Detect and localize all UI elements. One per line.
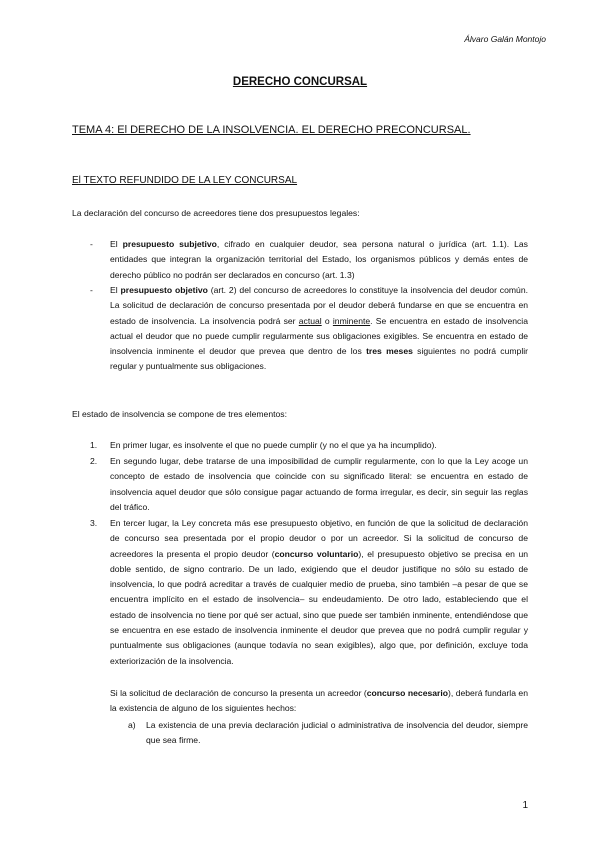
numbered-item-continuation: Si la solicitud de declaración de concurso la presenta un acreedor (concurso necesario), deberá fundarla en la existencia de alguno de los siguientes hechos:: [110, 688, 528, 714]
bold-term: presupuesto subjetivo: [122, 239, 217, 249]
subitem-marker: a): [128, 720, 136, 730]
bullet-marker: -: [90, 285, 93, 295]
page-number: 1: [522, 800, 528, 811]
bold-term: presupuesto objetivo: [120, 285, 208, 295]
section-heading: El TEXTO REFUNDIDO DE LA LEY CONCURSAL: [72, 175, 298, 186]
bold-term: concurso necesario: [366, 688, 449, 698]
elements-intro: El estado de insolvencia se compone de tres elementos:: [72, 409, 287, 419]
bold-term: tres meses: [366, 346, 413, 357]
underlined-term: actual: [298, 315, 322, 326]
author-header: Álvaro Galán Montojo: [464, 34, 546, 44]
numbered-item: En primer lugar, es insolvente el que no puede cumplir (y no el que ya ha incumplido).: [110, 440, 437, 450]
numbered-item: En tercer lugar, la Ley concreta más ese presupuesto objetivo, en función de que la solicitud de declaración de concurso sea presentada por el propio deudor o por un acreedor. Si la solicitud de concurso de acreedores la presenta el propio deudor (concurso voluntario), el presupuesto objetivo se precisa en un doble sentido, de signo contrario. De un lado, exigiendo que el deudor justifique no sólo su estado de insolvencia, lo que podrá acreditar a través de cualquier medio de prueba, sino también –a pesar de que se encuentra implícito en el estado de insolvencia– su endeudamiento. De otro lado, estableciendo que el estado de insolvencia no tiene por qué ser actual, sino que puede ser también inminente, entendiéndose que se encuentra en ese estado de insolvencia inminente el deudor que prevea que no podrá cumplir regular y puntualmente sus obligaciones (aunque todavía no sean exigibles), algo que, por definición, excluye toda exteriorización de la insolvencia.: [110, 518, 529, 666]
bullet-item-objective: El presupuesto objetivo (art. 2) del concurso de acreedores lo constituye la insolvencia del deudor común. La solicitud de declaración de concurso presentada por el deudor deberá fundarse en que se encuentra en estado de insolvencia. La insolvencia podrá ser actual o inminente. Se encuentra en estado de insolvencia actual el deudor que no puede cumplir regularmente sus obligaciones exigibles. Se encuentra en estado de insolvencia inminente el deudor que prevea que dentro de los tres meses siguientes no podrá cumplir regular y puntualmente sus obligaciones.: [110, 285, 529, 372]
underlined-term: inminente: [332, 315, 371, 326]
bold-term: concurso voluntario: [274, 548, 359, 559]
subitem: La existencia de una previa declaración judicial o administrativa de insolvencia del deudor, siempre que sea firme.: [146, 720, 528, 746]
bullet-marker: -: [90, 239, 93, 249]
bullet-item-subjective: El presupuesto subjetivo, cifrado en cualquier deudor, sea persona natural o jurídica (art. 1.1). Las entidades que integran la organización territorial del Estado, los organismos públicos y demás entes de derecho público no podrán ser declarados en concurso (art. 1.3): [110, 239, 528, 280]
numbered-item: En segundo lugar, debe tratarse de una imposibilidad de cumplir regularmente, con lo que la Ley acoge un concepto de estado de insolvencia que coincide con su significado literal: se encuentra en estado de insolvencia aquel deudor que sólo consigue pagar actuando de forma irregular, es decir, sin seguir las reglas del tráfico.: [110, 456, 528, 512]
number-marker: 1.: [90, 440, 98, 450]
intro-paragraph: La declaración del concurso de acreedores tiene dos presupuestos legales:: [72, 208, 360, 218]
number-marker: 2.: [90, 456, 98, 466]
document-title: DERECHO CONCURSAL: [232, 76, 368, 88]
number-marker: 3.: [90, 518, 98, 528]
tema-heading: TEMA 4: El DERECHO DE LA INSOLVENCIA. EL DERECHO PRECONCURSAL.: [72, 124, 471, 136]
